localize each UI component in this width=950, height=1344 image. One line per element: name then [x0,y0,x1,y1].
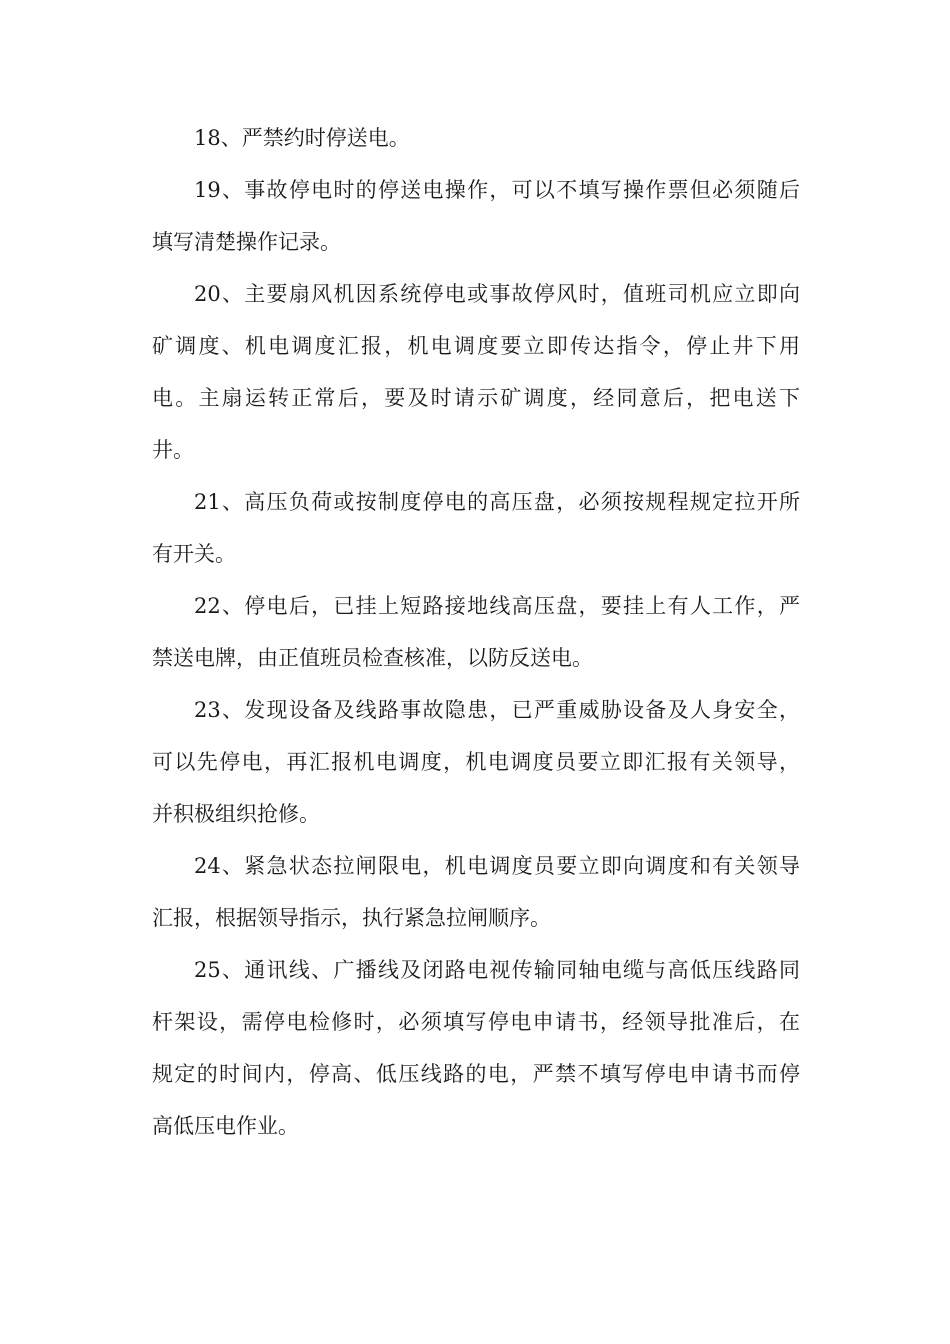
paragraph-25 [152,944,800,1152]
text-line: 20、主要扇风机因系统停电或事故停风时，值班司机应立即向 [194,282,800,306]
paragraph-21 [152,476,800,580]
paragraph-18 [152,112,800,164]
text-line: 25、通讯线、广播线及闭路电视传输同轴电缆与高低压线路同 [194,958,800,982]
text-line: 并积极组织抢修。 [152,802,320,826]
paragraph-19 [152,164,800,268]
text-line: 规定的时间内，停高、低压线路的电，严禁不填写停电申请书而停 [152,1062,800,1086]
text-line: 汇报，根据领导指示，执行紧急拉闸顺序。 [152,906,551,930]
text-line: 22、停电后，已挂上短路接地线高压盘，要挂上有人工作，严 [194,594,800,618]
text-line: 21、高压负荷或按制度停电的高压盘，必须按规程规定拉开所 [194,490,800,514]
text-line: 填写清楚操作记录。 [152,230,341,254]
text-line: 23、发现设备及线路事故隐患，已严重威胁设备及人身安全， [194,698,800,722]
paragraph-22 [152,580,800,684]
text-line: 18、严禁约时停送电。 [194,126,410,150]
text-line: 井。 [152,438,194,462]
text-line: 杆架设，需停电检修时，必须填写停电申请书，经领导批准后，在 [152,1010,800,1034]
document-body [152,112,800,1152]
text-line: 可以先停电，再汇报机电调度，机电调度员要立即汇报有关领导， [152,750,800,774]
text-line: 电。主扇运转正常后，要及时请示矿调度，经同意后，把电送下 [152,386,800,410]
text-line: 19、事故停电时的停送电操作，可以不填写操作票但必须随后 [194,178,800,202]
paragraph-23 [152,684,800,840]
paragraph-20 [152,268,800,476]
text-line: 高低压电作业。 [152,1114,299,1138]
paragraph-24 [152,840,800,944]
text-line: 有开关。 [152,542,236,566]
text-line: 矿调度、机电调度汇报，机电调度要立即传达指令，停止井下用 [152,334,800,358]
text-line: 禁送电牌，由正值班员检查核准，以防反送电。 [152,646,593,670]
text-line: 24、紧急状态拉闸限电，机电调度员要立即向调度和有关领导 [194,854,800,878]
